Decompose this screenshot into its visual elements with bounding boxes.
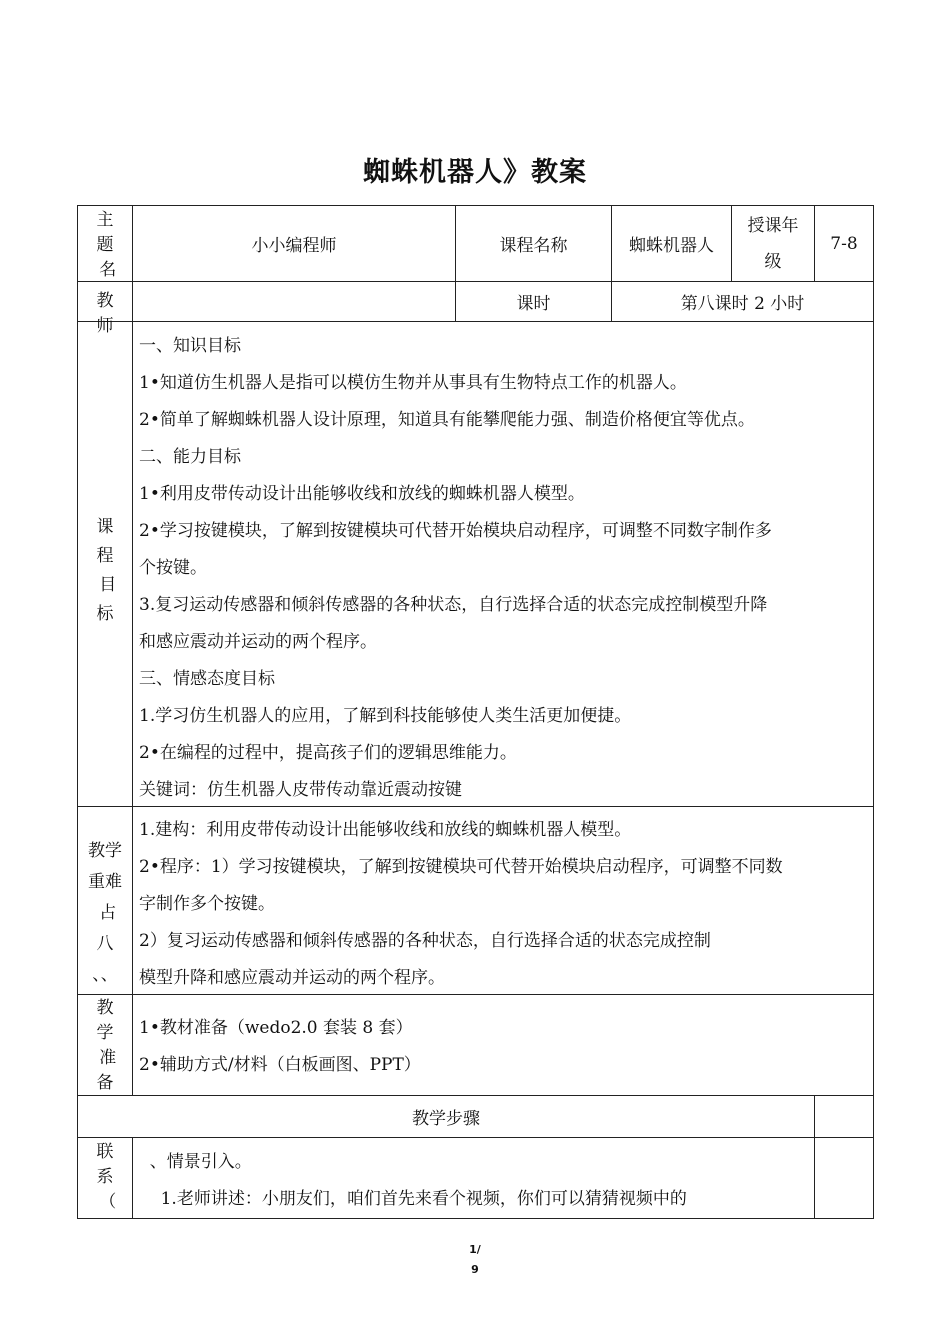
- course-value: 蜘蛛机器人: [629, 236, 714, 256]
- goals-line: 二、能力目标: [139, 447, 241, 467]
- goals-line: 2•简单了解蜘蛛机器人设计原理，知道具有能攀爬能力强、制造价格便宜等优点。: [139, 410, 755, 430]
- table-col-label-sep-bottom: [132, 1137, 133, 1219]
- table-col-label-sep: [132, 205, 133, 1096]
- key-points-content: [139, 812, 871, 994]
- goals-keywords: 关键词：仿生机器人皮带传动靠近震动按键: [139, 780, 462, 800]
- page-number: [0, 1240, 950, 1280]
- key-points-line: 模型升降和感应震动并运动的两个程序。: [139, 968, 445, 988]
- teaching-steps-header: 教学步骤: [412, 1109, 480, 1129]
- goals-line: 和感应震动并运动的两个程序。: [139, 632, 377, 652]
- goals-line: 3.复习运动传感器和倾斜传感器的各种状态，自行选择合适的状态完成控制模型升降: [139, 595, 768, 615]
- goals-line: 2•在编程的过程中，提高孩子们的逻辑思维能力。: [139, 743, 517, 763]
- preparation-line: 1•教材准备（wedo2.0 套装 8 套）: [139, 1018, 413, 1038]
- contact-line: 1.老师讲述：小朋友们，咱们首先来看个视频，你们可以猜猜视频中的: [139, 1189, 687, 1209]
- goals-line: 1•利用皮带传动设计出能够收线和放线的蜘蛛机器人模型。: [139, 484, 585, 504]
- key-points-line: 字制作多个按键。: [139, 894, 275, 914]
- page-number-text: 1/ 9: [469, 1243, 481, 1276]
- period-value: 第八课时 2 小时: [680, 294, 805, 314]
- key-points-line: 2）复习运动传感器和倾斜传感器的各种状态，自行选择合适的状态完成控制: [139, 931, 711, 951]
- label-grade: [732, 206, 814, 281]
- document-title: 蜘蛛机器人》教案: [363, 157, 587, 188]
- label-key-points: 教学 重难 占 八 、、: [88, 841, 122, 985]
- goals-line: 个按键。: [139, 558, 207, 578]
- label-teacher: 教 师: [96, 291, 114, 336]
- table-rule-6: [77, 1137, 874, 1138]
- label-course-name: 课程名称: [499, 236, 568, 256]
- topic-value: 小小编程师: [251, 236, 337, 256]
- label-course-goals: 课 程 目 标: [96, 517, 117, 624]
- label-period: 课时: [516, 294, 551, 314]
- key-points-line: 1.建构：利用皮带传动设计出能够收线和放线的蜘蛛机器人模型。: [139, 820, 632, 840]
- table-border-bottom: [77, 1218, 874, 1219]
- goals-line: 一、知识目标: [139, 336, 241, 356]
- table-border-right: [873, 205, 874, 1219]
- table-rule-2: [77, 321, 874, 322]
- teacher-value: [133, 282, 455, 321]
- contact-line: 、情景引入。: [139, 1152, 252, 1172]
- goals-line: 2•学习按键模块，了解到按键模块可代替开始模块启动程序，可调整不同数字制作多: [139, 521, 772, 541]
- goals-line: 1.学习仿生机器人的应用，了解到科技能够使人类生活更加便捷。: [139, 706, 632, 726]
- goals-line: 三、情感态度目标: [139, 669, 275, 689]
- preparation-content: [139, 1010, 809, 1090]
- key-points-line: 2•程序：1）学习按键模块，了解到按键模块可代替开始模块启动程序，可调整不同数: [139, 857, 783, 877]
- contact-content: [139, 1144, 809, 1218]
- preparation-line: 2•辅助方式/材料（白板画图、PPT）: [139, 1055, 421, 1075]
- table-col-sep-steps: [814, 1095, 815, 1219]
- label-preparation: 教 学 准 备: [96, 998, 117, 1093]
- label-topic-name: 主 题 名: [96, 210, 117, 280]
- goals-content: [139, 328, 871, 806]
- label-grade-text: 授课年 级: [747, 215, 799, 272]
- label-contact: 联 系 （: [96, 1142, 117, 1212]
- goals-line: 1•知道仿生机器人是指可以模仿生物并从事具有生物特点工作的机器人。: [139, 373, 687, 393]
- grade-value: 7-8: [830, 233, 858, 254]
